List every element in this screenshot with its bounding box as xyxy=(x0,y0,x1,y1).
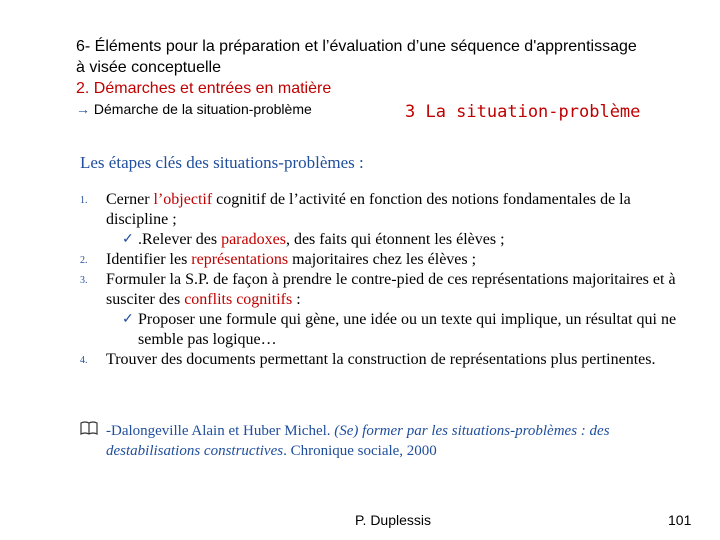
sub-item-text: , des faits qui étonnent les élèves ; xyxy=(285,231,505,248)
list-item xyxy=(80,250,680,270)
reference-text xyxy=(80,421,680,461)
list-number: 2. xyxy=(80,255,88,266)
item-text: cognitif de l’activité en fonction des notions fondamentales de la discipline ; xyxy=(106,191,631,228)
footer-author: P. Duplessis xyxy=(355,512,432,528)
header-title-line1: 6- Éléments pour la préparation et l’évaluation d’une séquence d'apprentissage xyxy=(76,38,637,55)
list-number: 3. xyxy=(80,275,88,286)
arrow-right-icon: → xyxy=(76,101,90,117)
item-highlight: représentations xyxy=(191,251,289,268)
list-item xyxy=(80,190,680,230)
checkmark-icon: ✓ xyxy=(122,232,134,247)
item-text: : xyxy=(292,291,301,308)
bibliography-reference xyxy=(80,421,680,461)
slide-subtitle: 3 La situation-problème xyxy=(405,102,641,122)
reference-title: (Se) former par les situations-problèmes : des destabilisations constructives xyxy=(106,423,610,459)
page-number: 101 xyxy=(668,512,692,528)
header-subsection-label: Démarche de la situation-problème xyxy=(93,101,312,117)
list-number: 4. xyxy=(80,355,88,366)
intro-heading: Les étapes clés des situations-problèmes : xyxy=(80,153,364,172)
sub-item-text: .Relever des xyxy=(138,231,222,248)
item-text: Formuler la S.P. de façon à prendre le contre-pied de ces représentations majoritaires et à susciter des xyxy=(106,271,676,308)
header-title-line2: à visée conceptuelle xyxy=(76,59,221,76)
reference-authors: -Dalongeville Alain et Huber Michel. xyxy=(106,423,335,439)
item-text: majoritaires chez les élèves ; xyxy=(288,251,477,268)
list-item xyxy=(80,350,680,370)
list-number: 1. xyxy=(80,195,88,206)
sub-item xyxy=(106,230,680,250)
checkmark-icon: ✓ xyxy=(122,312,134,327)
item-text: Cerner xyxy=(106,191,154,208)
list-item xyxy=(80,270,680,310)
item-highlight: l’objectif xyxy=(153,191,213,208)
item-text: Identifier les xyxy=(106,251,192,268)
item-text: Trouver des documents permettant la construction de représentations plus pertinentes. xyxy=(106,351,656,368)
book-icon xyxy=(80,421,98,441)
sub-item-text: Proposer une formule qui gène, une idée ou un texte qui implique, un résultat qui ne semble pas logique… xyxy=(138,311,677,348)
header-section: 2. Démarches et entrées en matière xyxy=(76,80,332,97)
sub-item-highlight: paradoxes xyxy=(221,231,286,248)
sub-item xyxy=(106,310,680,350)
item-highlight: conflits cognitifs xyxy=(184,291,293,308)
steps-list xyxy=(80,190,680,370)
reference-publisher: . Chronique sociale, 2000 xyxy=(283,443,437,459)
